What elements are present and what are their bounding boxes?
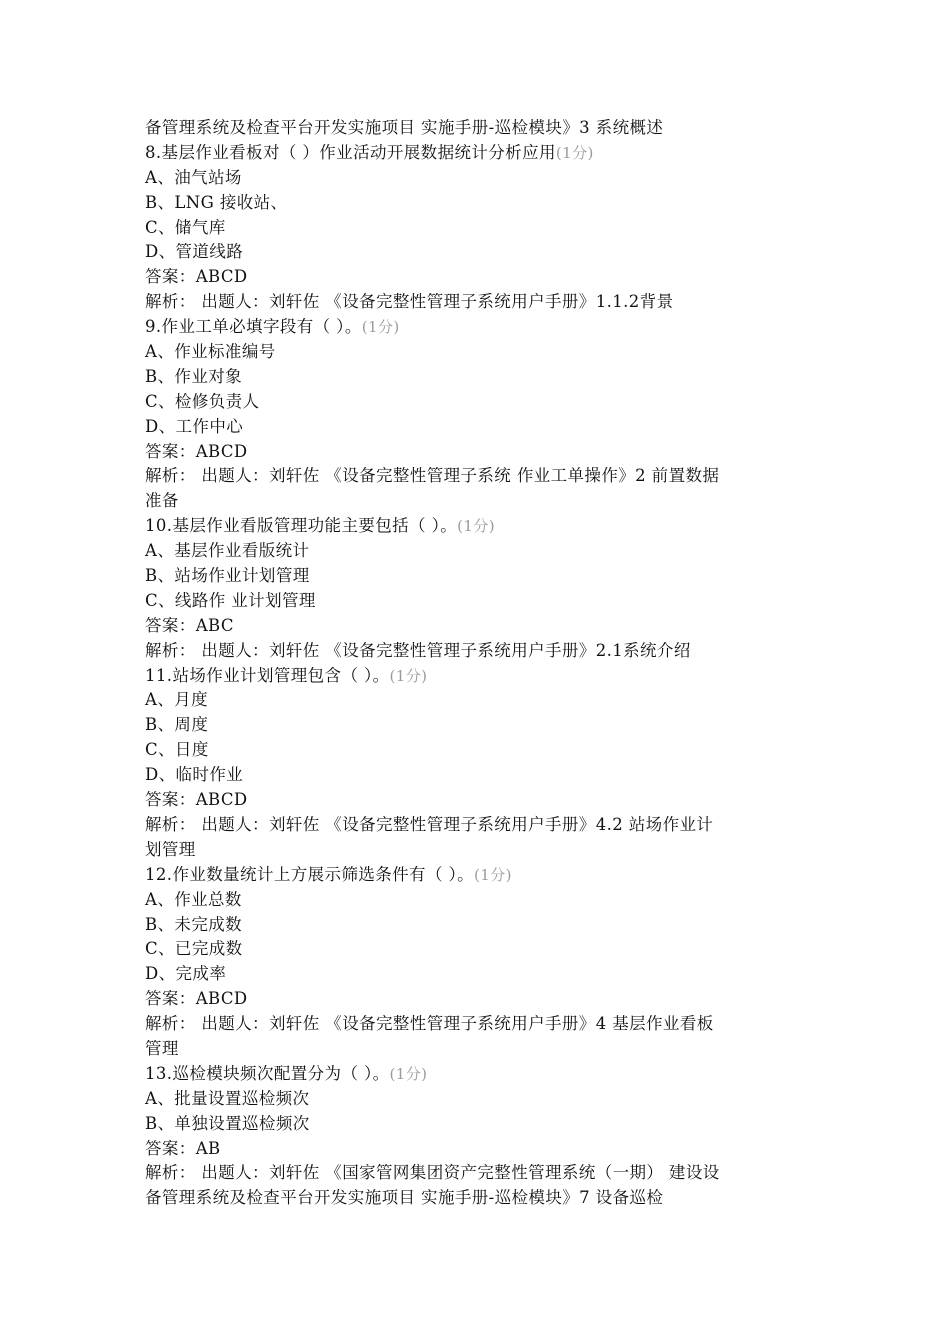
line-text: 解析： 出题人：刘轩佐 《国家管网集团资产完整性管理系统（一期） 建设设 [145, 1163, 720, 1183]
line-text: A、作业标准编号 [145, 342, 276, 362]
line-text: D、临时作业 [145, 765, 244, 785]
line-text: 12.作业数量统计上方展示筛选条件有（ ）。 [145, 864, 475, 884]
line-text: 答案：AB [145, 1138, 221, 1158]
text-line [145, 514, 815, 539]
score-label: (1分) [361, 318, 400, 337]
line-text: 解析： 出题人：刘轩佐 《设备完整性管理子系统用户手册》2.1系统介绍 [145, 640, 691, 660]
line-text: C、日度 [145, 740, 209, 760]
text-line [145, 265, 815, 290]
text-line [145, 788, 815, 813]
text-line [145, 166, 815, 191]
line-text: 解析： 出题人：刘轩佐 《设备完整性管理子系统 作业工单操作》2 前置数据 [145, 466, 720, 486]
line-text: 13.巡检模块频次配置分为（ ）。 [145, 1063, 390, 1083]
text-line [145, 639, 815, 664]
text-line [145, 365, 815, 390]
line-text: 答案：ABCD [145, 989, 248, 1009]
line-text: A、批量设置巡检频次 [145, 1088, 310, 1108]
line-text: C、已完成数 [145, 939, 243, 959]
line-text: 准备 [145, 491, 179, 511]
text-line [145, 937, 815, 962]
line-text: B、LNG 接收站、 [145, 192, 288, 212]
line-text: B、周度 [145, 715, 209, 735]
text-line [145, 340, 815, 365]
document-body [145, 116, 815, 1211]
text-line [145, 1161, 815, 1186]
text-line [145, 962, 815, 987]
text-line [145, 664, 815, 689]
text-line [145, 415, 815, 440]
line-text: 10.基层作业看版管理功能主要包括（ ）。 [145, 516, 458, 536]
line-text: 答案：ABCD [145, 441, 248, 461]
line-text: A、作业总数 [145, 889, 242, 909]
text-line [145, 141, 815, 166]
text-line [145, 838, 815, 863]
score-label: (1分) [474, 865, 512, 884]
text-line [145, 713, 815, 738]
text-line [145, 390, 815, 415]
text-line [145, 688, 815, 713]
line-text: A、基层作业看版统计 [145, 541, 310, 561]
score-label: (1分) [389, 666, 428, 685]
line-text: A、月度 [145, 690, 209, 710]
text-line [145, 913, 815, 938]
text-line [145, 1012, 815, 1037]
text-line [145, 240, 815, 265]
score-label: (1分) [389, 1064, 428, 1083]
line-text: B、单独设置巡检频次 [145, 1113, 310, 1133]
score-label: (1分) [555, 143, 594, 162]
line-text: 8.基层作业看板对（ ）作业活动开展数据统计分析应用 [145, 142, 556, 162]
text-line [145, 813, 815, 838]
text-line [145, 539, 815, 564]
text-line [145, 464, 815, 489]
line-text: D、工作中心 [145, 416, 244, 436]
text-line [145, 216, 815, 241]
text-line [145, 763, 815, 788]
line-text: 9.作业工单必填字段有（ ）。 [145, 317, 362, 337]
text-line [145, 564, 815, 589]
line-text: B、未完成数 [145, 914, 243, 934]
text-line [145, 1112, 815, 1137]
text-line [145, 1186, 815, 1211]
line-text: C、储气库 [145, 217, 226, 237]
line-text: 备管理系统及检查平台开发实施项目 实施手册-巡检模块》3 系统概述 [145, 118, 664, 137]
text-line [145, 1087, 815, 1112]
line-text: 解析： 出题人：刘轩佐 《设备完整性管理子系统用户手册》4.2 站场作业计 [145, 814, 714, 834]
text-line [145, 589, 815, 614]
line-text: B、作业对象 [145, 366, 243, 386]
line-text: 管理 [145, 1038, 179, 1058]
text-line [145, 863, 815, 888]
line-text: 答案：ABCD [145, 790, 248, 810]
line-text: C、检修负责人 [145, 391, 260, 411]
line-text: 备管理系统及检查平台开发实施项目 实施手册-巡检模块》7 设备巡检 [145, 1188, 664, 1208]
line-text: 解析： 出题人：刘轩佐 《设备完整性管理子系统用户手册》1.1.2背景 [145, 292, 674, 312]
text-line [145, 489, 815, 514]
text-line [145, 1062, 815, 1087]
line-text: A、油气站场 [145, 167, 242, 187]
line-text: 答案：ABC [145, 615, 234, 635]
text-line [145, 191, 815, 216]
text-line [145, 290, 815, 315]
line-text: D、完成率 [145, 964, 227, 984]
text-line [145, 1137, 815, 1162]
text-line [145, 440, 815, 465]
line-text: 解析： 出题人：刘轩佐 《设备完整性管理子系统用户手册》4 基层作业看板 [145, 1014, 714, 1034]
text-line [145, 987, 815, 1012]
text-line [145, 315, 815, 340]
score-label: (1分) [457, 517, 495, 536]
line-text: 答案：ABCD [145, 267, 248, 287]
text-line [145, 614, 815, 639]
line-text: B、站场作业计划管理 [145, 566, 310, 586]
line-text: 划管理 [145, 839, 196, 859]
text-line [145, 888, 815, 913]
line-text: D、管道线路 [145, 242, 244, 262]
text-line [145, 116, 815, 141]
line-text: C、线路作 业计划管理 [145, 590, 316, 610]
text-line [145, 1037, 815, 1062]
line-text: 11.站场作业计划管理包含（ ）。 [145, 665, 390, 685]
text-line [145, 738, 815, 763]
